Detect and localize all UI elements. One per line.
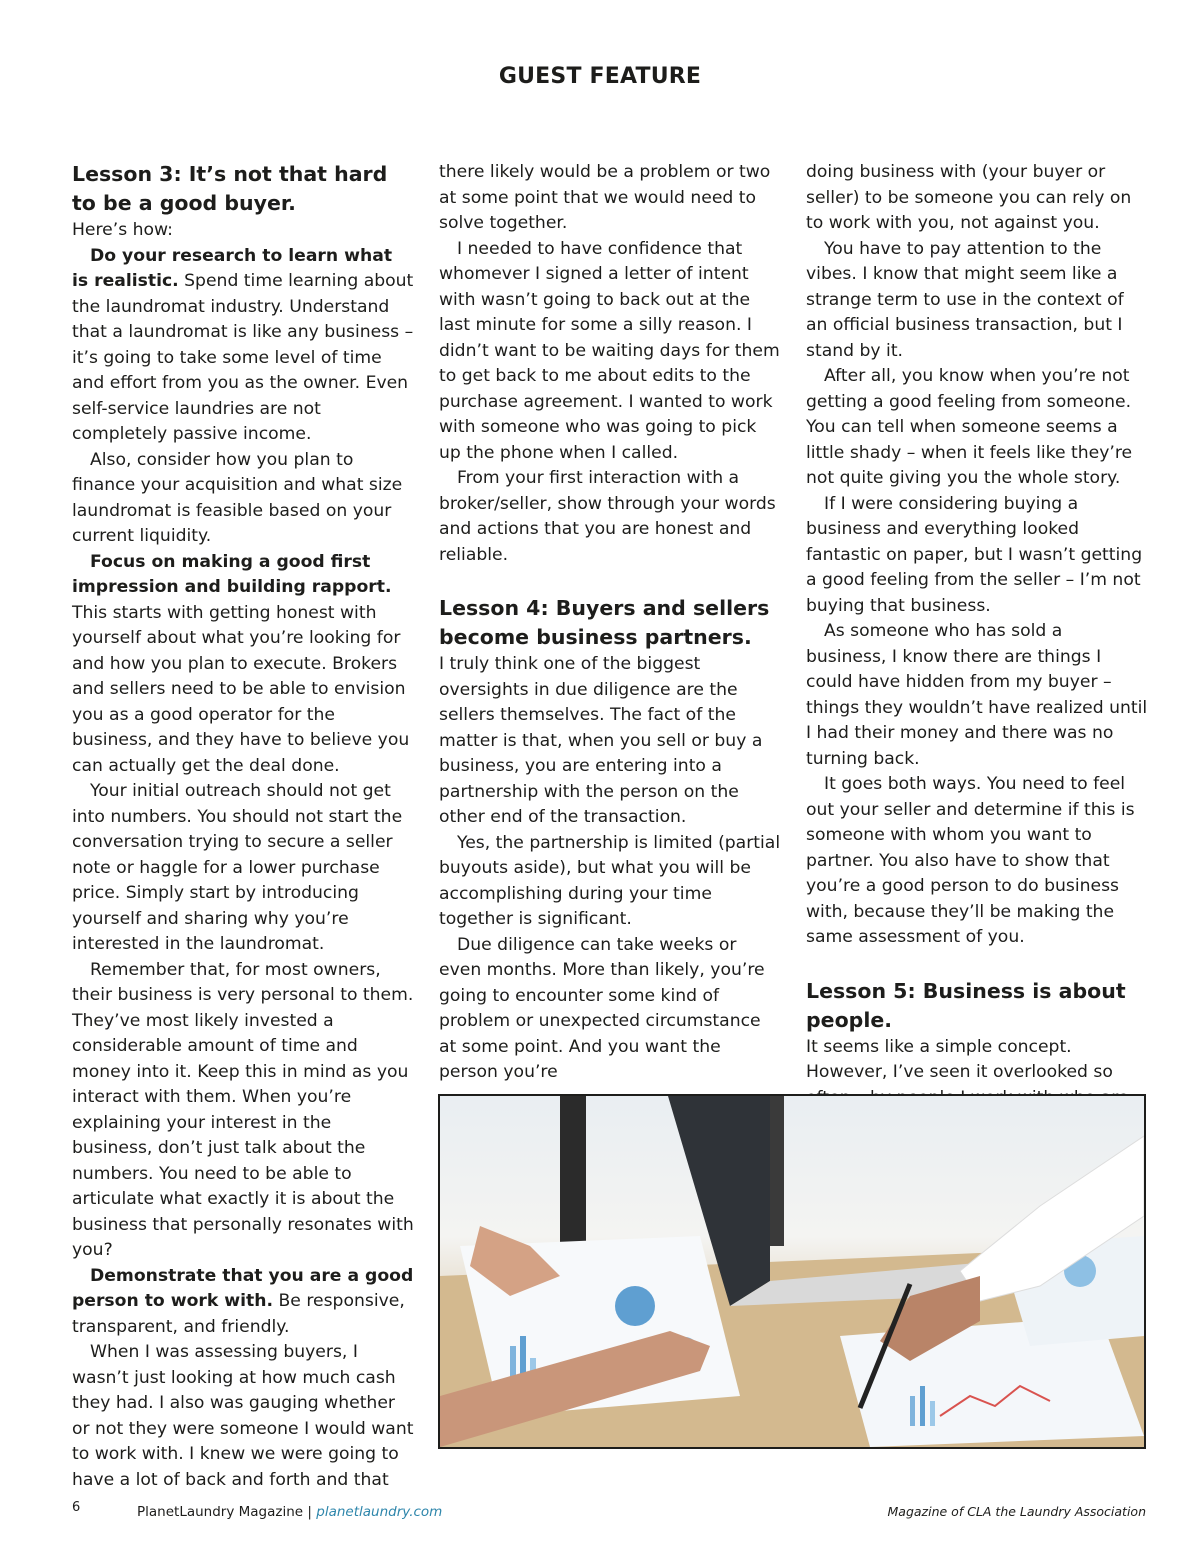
lead-in: Do your research to learn what is realistic. bbox=[72, 245, 393, 291]
photo-illustration bbox=[440, 1096, 1144, 1447]
bar-mark bbox=[910, 1396, 915, 1426]
window-frame bbox=[560, 1096, 586, 1246]
footer-separator: | bbox=[307, 1504, 312, 1520]
paragraph bbox=[72, 1264, 414, 1341]
page-header-title: GUEST FEATURE bbox=[498, 64, 702, 89]
article-column-3 bbox=[806, 160, 1148, 1137]
footer-magazine bbox=[137, 1504, 442, 1520]
paragraph-text: This starts with getting honest with yourself about what you’re looking for and how you plan to execute. Brokers and sellers need to be able to envision you as a good operator for the business, and they have to believe you can actually get the deal done. bbox=[72, 602, 410, 776]
paragraph: When I was assessing buyers, I wasn’t just looking at how much cash they had. I also was gauging whether or not they were someone I would want to work with. I knew we were going to have a lot of back and forth and that bbox=[72, 1342, 414, 1490]
business-meeting-photo bbox=[438, 1094, 1146, 1449]
paragraph: I needed to have confidence that whomever I signed a letter of intent with wasn’t going to back out at the last minute for some a silly reason. I didn’t want to be waiting days for them to get back to me about edits to the purchase agreement. I wanted to work with someone who was going to pick up the phone when I called. bbox=[439, 238, 780, 463]
paragraph: Also, consider how you plan to finance your acquisition and what size laundromat is feasible based on your current liquidity. bbox=[72, 449, 403, 546]
paragraph: Yes, the partnership is limited (partial buyouts aside), but what you will be accomplishing during your time together is significant. bbox=[439, 832, 781, 929]
paragraph: You have to pay attention to the vibes. I know that might seem like a strange term to use in the context of an official business transaction, but I stand by it. bbox=[806, 238, 1124, 361]
paragraph: doing business with (your buyer or seller) to be someone you can rely on to work with you, not against you. bbox=[806, 162, 1132, 233]
intro-text: Here’s how: bbox=[72, 220, 173, 240]
bar-mark bbox=[930, 1401, 935, 1426]
bar-mark bbox=[920, 1386, 925, 1426]
lead-in: Focus on making a good first impression and building rapport. bbox=[72, 551, 392, 597]
paragraph: Due diligence can take weeks or even months. More than likely, you’re going to encounter some kind of problem or unexpected circumstance at some point. And you want the person you’re bbox=[439, 934, 765, 1082]
paragraph bbox=[72, 550, 414, 780]
pie-chart-mark bbox=[615, 1286, 655, 1326]
paragraph: there likely would be a problem or two at some point that we would need to solve together. bbox=[439, 162, 771, 233]
window-frame bbox=[770, 1096, 784, 1246]
paragraph: After all, you know when you’re not getting a good feeling from someone. You can tell when someone seems a little shady – when it feels like they’re not quite giving you the whole story. bbox=[806, 366, 1133, 488]
article-column-1 bbox=[72, 160, 414, 1493]
page-number: 6 bbox=[72, 1500, 81, 1515]
paragraph: Your initial outreach should not get into numbers. You should not start the conversation trying to secure a seller note or haggle for a lower purchase price. Simply start by introducing yourself and sharing why you’re interested in the laundromat. bbox=[72, 781, 403, 954]
paragraph-text: Spend time learning about the laundromat industry. Understand that a laundromat is like any business – it’s going to take some level of time and effort from you as the owner. Even self-service laundries are not completely passive income. bbox=[72, 271, 414, 444]
lesson-3-heading: Lesson 3: It’s not that hard to be a good buyer. bbox=[72, 162, 388, 215]
paragraph: It goes both ways. You need to feel out your seller and determine if this is someone with whom you want to partner. You also have to show that you’re a good person to do business with, because they’ll be making the same assessment of you. bbox=[806, 774, 1135, 947]
lesson-4-heading: Lesson 4: Buyers and sellers become business partners. bbox=[439, 596, 770, 649]
paragraph-text: Be responsive, transparent, and friendly. bbox=[72, 1291, 405, 1337]
paragraph: If I were considering buying a business and everything looked fantastic on paper, but I wasn’t getting a good feeling from the seller – I’m not buying that business. bbox=[806, 493, 1143, 616]
paragraph: I truly think one of the biggest oversights in due diligence are the sellers themselves. The fact of the matter is that, when you sell or buy a business, you are entering into a partnership with the person on the other end of the transaction. bbox=[439, 654, 763, 827]
lesson-5-heading: Lesson 5: Business is about people. bbox=[806, 978, 1126, 1032]
paragraph: It seems like a simple concept. However, I’ve seen it overlooked so bbox=[806, 1036, 1113, 1082]
lead-in: Demonstrate that you are a good person to work with. bbox=[72, 1265, 414, 1311]
paragraph bbox=[72, 244, 414, 448]
magazine-name: PlanetLaundry Magazine bbox=[137, 1504, 304, 1520]
footer-association: Magazine of CLA the Laundry Association bbox=[887, 1504, 1146, 1519]
paragraph: From your first interaction with a broker/seller, show through your words and actions that you are honest and reliable. bbox=[439, 468, 776, 565]
article-column-2 bbox=[439, 160, 781, 1086]
paragraph: As someone who has sold a business, I know there are things I could have hidden from my buyer – things they wouldn’t have realized until I had their money and there was no turning back. bbox=[806, 621, 1148, 769]
paragraph: Remember that, for most owners, their business is very personal to them. They’ve most likely invested a considerable amount of time and money into it. Keep this in mind as you interact with them. When you’re explaining your interest in the business, don’t just talk about the numbers. You need to be able to articulate what exactly it is about the business that personally resonates with you? bbox=[72, 959, 414, 1260]
website-link[interactable]: planetlaundry.com bbox=[316, 1504, 443, 1520]
